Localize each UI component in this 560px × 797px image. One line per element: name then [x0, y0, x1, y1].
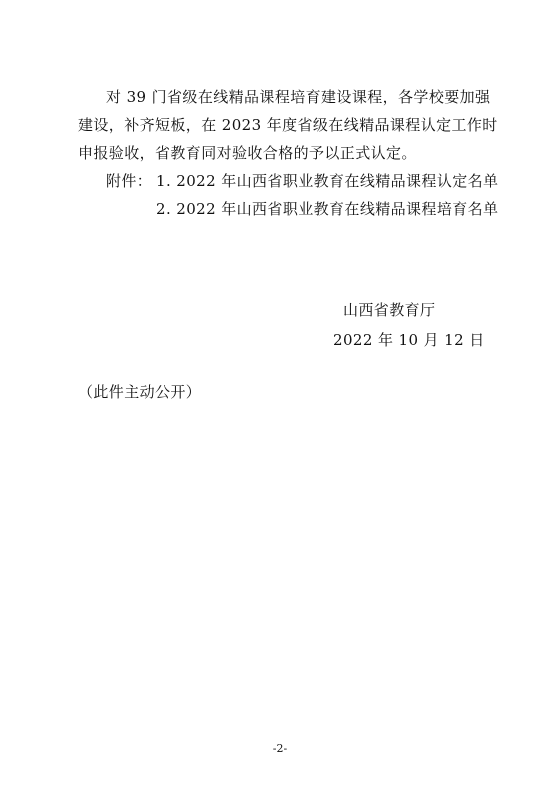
disclosure-note: （此件主动公开） [78, 383, 202, 401]
attachments-label: 附件： [106, 172, 153, 190]
body-line-3: 申报验收，省教育同对验收合格的予以正式认定。 [78, 144, 417, 162]
page-number: -2- [272, 742, 288, 755]
issuer-name: 山西省教育厅 [343, 301, 436, 319]
issue-date: 2022 年 10 月 12 日 [333, 331, 485, 349]
attachment-item-1: 1. 2022 年山西省职业教育在线精品课程认定名单 [156, 172, 499, 190]
body-line-1: 对 39 门省级在线精品课程培育建设课程，各学校要加强 [106, 88, 491, 106]
body-line-2: 建设，补齐短板，在 2023 年度省级在线精品课程认定工作时 [78, 116, 498, 134]
attachment-item-2: 2. 2022 年山西省职业教育在线精品课程培育名单 [156, 200, 499, 218]
